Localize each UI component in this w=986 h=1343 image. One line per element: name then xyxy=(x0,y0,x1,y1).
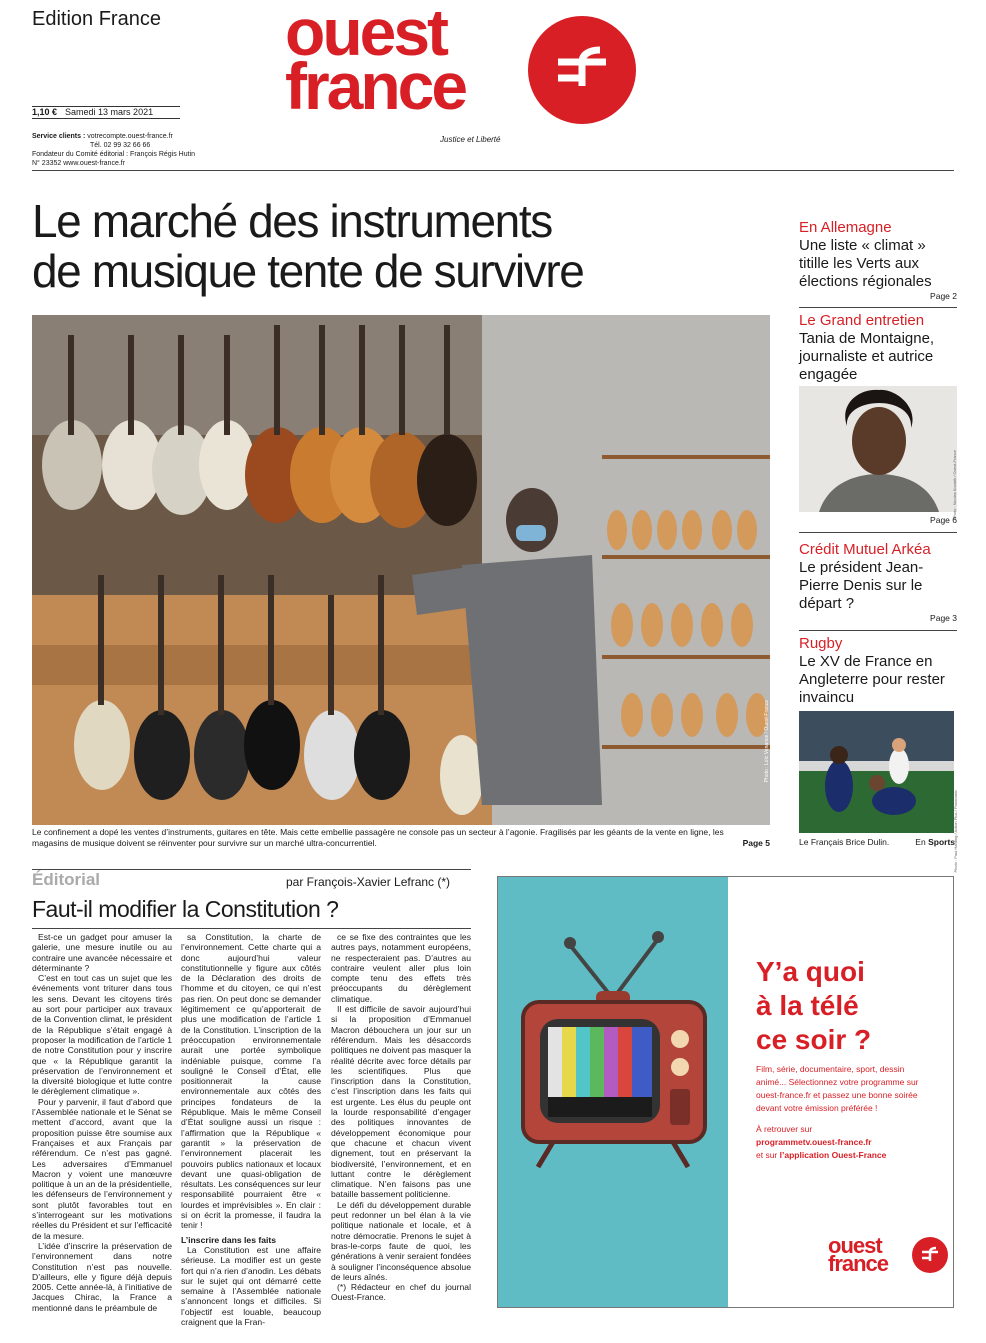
paragraph: ce se fixe des contraintes que les autres pays, notamment européens, ne respecteraient pas. D’autres au contraire veulent aller plus loin compte tenu des effets très préoccupants du dérèglement climatique. xyxy=(331,932,471,1004)
rugby-caption xyxy=(799,837,957,847)
tv-program-ad[interactable] xyxy=(497,876,954,1308)
rugby-caption-text: Le Français Brice Dulin. xyxy=(799,837,890,847)
teaser-title: Une liste « climat » titille les Verts aux élections régionales xyxy=(799,237,932,290)
editorial-author: par François-Xavier Lefranc (*) xyxy=(286,875,451,889)
ouest-france-logo[interactable] xyxy=(285,0,545,123)
masthead-info xyxy=(32,132,252,168)
main-headline[interactable] xyxy=(32,196,752,296)
motto: Justice et Liberté xyxy=(440,135,501,144)
headline-line-1: Le marché des instruments xyxy=(32,195,552,247)
teaser-kicker: Rugby xyxy=(799,635,843,652)
caption-page-ref[interactable]: Page 5 xyxy=(742,838,770,848)
logo-word-ouest: ouest xyxy=(285,0,447,69)
teaser-page[interactable]: Page 6 xyxy=(930,515,957,525)
teaser-arkea[interactable] xyxy=(799,541,957,623)
teaser-title: Tania de Montaigne, journaliste et autrice engagée xyxy=(799,330,935,383)
teaser-page[interactable]: Page 2 xyxy=(930,291,957,301)
edition-label: Edition France xyxy=(32,8,161,30)
portrait-credit: Photo : Nicolas Kovarik / Ouest-France xyxy=(952,450,957,520)
ad-link-app[interactable]: et sur l’application Ouest-France xyxy=(756,1150,887,1160)
footnote: (*) Rédacteur en chef du journal Ouest-France. xyxy=(331,1282,471,1303)
photo-credit: Photo : Loïc Venance / Ouest-France xyxy=(764,700,770,783)
paragraph: C’est en tout cas un sujet que les événements vont triturer dans tous les sens. Devant les citoyens tirés au sort pour participer aux travaux de la Convention climat, le président de la République s’était engagé à proposer la modification de l’article 1 de notre Constitution pour y inscrire que « la République garantit la préservation de l’environnement et la diversité biologique et lutte contre le dérèglement climatique ». xyxy=(32,973,172,1097)
paragraph: La Constitution est une affaire sérieuse. La modifier est un geste fort qui n’a rien d’anodin. Les débats sur le sujet qui ont démarré cette semaine à l’Assemblée nationale s’annoncent longs et difficiles. Si l’objectif est louable, beaucoup craignent que la Fran- xyxy=(181,1244,321,1327)
editorial-title[interactable]: Faut-il modifier la Constitution ? xyxy=(32,896,339,922)
ad-headline: Y’a quoi à la télé ce soir ? xyxy=(756,956,872,1055)
rugby-section-ref[interactable]: En Sports xyxy=(915,837,955,847)
teaser-kicker: Crédit Mutuel Arkéa xyxy=(799,541,931,558)
paragraph: Le défi du développement durable peut redonner un bel élan à la vie politique nationale et locale, et à notre démocratie. Prenons le sujet à bras-le-corps faute de quoi, les générations à venir seraient fondées à souligner l’inconséquence absolue de leurs aînés. xyxy=(331,1199,471,1282)
paragraph: sa Constitution, la charte de l’environnement. Cette charte qui a donc aujourd’hui valeur constitutionnelle y figure aux côtés de la Déclaration des droits de l’homme et du citoyen, ce qui n’est pas rien. On peut donc se demander légitimement ce qu’apporterait de plus une modification de l’article 1 de la Constitution. L’inscription de la préoccupation environnementale aurait une portée symbolique indéniable puisque, comme l’a souligné le Conseil d’État, elle positionnerait la cause environnementale aux côtés des principes fondateurs de la République. Mais le même Conseil d’État souligne aussi un risque : l’affirmation que la République « garantit » la préservation de l’environnement placerait les pouvoirs publics nationaux et locaux devant une quasi-obligation de résultats. Les conséquences sur leur responsabilité pourraient être « lourdes et imprévisibles ». En clair : si on écrit la promesse, il faudra la tenir ! xyxy=(181,932,321,1231)
paragraph: Il est difficile de savoir aujourd’hui si la proposition d’Emmanuel Macron débouchera un jour sur un référendum. Mais les désaccords politiques ne doivent pas masquer la réalité décrite avec force détails par les scientifiques. Plus que l’inscription dans la Constitution, c’est l’inscription dans les faits qui est urgente. Les élus du peuple ont la lourde responsabilité d’engager des politiques innovantes de développement économique pour que chacune et chacun vivent dignement, tout en préservant la biodiversité, l’environnement, et en luttant contre le dérèglement climatique. N’en faisons pas une bataille bassement politicienne. xyxy=(331,1004,471,1200)
teaser-kicker: En Allemagne xyxy=(799,219,892,236)
teaser-rugby[interactable] xyxy=(799,635,957,707)
issue-date: Samedi 13 mars 2021 xyxy=(65,107,154,117)
sidebar-divider xyxy=(799,532,957,533)
editorial-column-2 xyxy=(181,932,321,1327)
ad-find-label: À retrouver sur xyxy=(756,1124,813,1134)
caption-text: Le confinement a dopé les ventes d’instruments, guitares en tête. Mais cette embellie passagère ne console pas un secteur à l’agonie. Fragilisés par les géants de la vente en ligne, les magasins de musique doivent se réinventer pour survivre sur un marché ultra-concurrentiel. xyxy=(32,827,724,848)
teaser-page[interactable]: Page 3 xyxy=(930,613,957,623)
rugby-credit: Photo : Paul Harding / Action Plus / Panoramic xyxy=(953,790,958,873)
subheading: L’inscrire dans les faits xyxy=(181,1234,277,1245)
service-phone: Tél. 02 99 32 66 66 xyxy=(90,142,151,149)
price-date-row xyxy=(32,106,180,119)
price: 1,10 € xyxy=(32,107,58,117)
photo-caption xyxy=(32,827,770,849)
editorial-column-3 xyxy=(331,932,471,1303)
founder: Fondateur du Comité éditorial : François Régis Hutin xyxy=(32,151,196,158)
editorial-title-rule xyxy=(32,928,471,929)
masthead-divider xyxy=(32,170,954,171)
teaser-germany[interactable] xyxy=(799,219,957,301)
service-label: Service clients : xyxy=(32,133,86,140)
teaser-title: Le président Jean-Pierre Denis sur le départ ? xyxy=(799,559,924,612)
tania-portrait-photo[interactable] xyxy=(799,386,957,512)
logo-word-france: france xyxy=(285,49,466,123)
editorial-column-1 xyxy=(32,932,172,1313)
logo-emblem-icon xyxy=(528,16,636,124)
paragraph: Pour y parvenir, il faut d’abord que l’Assemblée nationale et le Sénat se mettent d’accord, avant que la proposition puisse être soumise aux Françaises et aux Français par référendum. Ce n’est pas gagné. Les adversaires d’Emmanuel Macron y voient une manœuvre politique à un an de la présidentielle, les défenseurs de l’environnement y sont plutôt favorables tout en s’interrogeant sur les motivations réelles du Président et sur l’efficacité de la mesure. xyxy=(32,1096,172,1241)
teaser-kicker: Le Grand entretien xyxy=(799,312,925,329)
service-site[interactable]: votrecompte.ouest-france.fr xyxy=(87,133,173,140)
headline-line-2: de musique tente de survivre xyxy=(32,245,584,297)
ad-tv-panel xyxy=(498,877,728,1307)
editorial-label: Éditorial xyxy=(32,870,101,889)
rugby-photo[interactable] xyxy=(799,711,954,833)
retro-tv-icon xyxy=(498,877,728,1307)
sidebar-divider xyxy=(799,630,957,631)
ad-logo-emblem-icon xyxy=(912,1237,948,1273)
teaser-title: Le XV de France en Angleterre pour rester invaincu xyxy=(799,653,945,706)
teaser-interview[interactable] xyxy=(799,312,957,384)
ad-ouest-france-logo[interactable]: ouest france xyxy=(828,1237,888,1273)
guitar-shop-photo[interactable] xyxy=(32,315,770,825)
ad-description: Film, série, documentaire, sport, dessin animé... Sélectionnez votre programme sur ouest-france.fr et passez une bonne soirée devant votre émission préférée ! xyxy=(756,1064,919,1113)
ad-link-website[interactable]: programmetv.ouest-france.fr xyxy=(756,1137,872,1147)
ad-body xyxy=(756,1063,936,1162)
paragraph: L’idée d’inscrire la préservation de l’environnement dans notre Constitution n’est pas nouvelle. D’ailleurs, elle y figure déjà depuis 2005. Cette année-là, à l’initiative de Jacques Chirac, la France a mentionné dans le préambule de xyxy=(32,1240,172,1313)
sidebar-divider xyxy=(799,307,957,308)
paragraph: Est-ce un gadget pour amuser la galerie, une mesure inutile ou au contraire une avancée nécessaire et déterminante ? xyxy=(32,932,172,973)
issue-number[interactable]: N° 23352 www.ouest-france.fr xyxy=(32,160,126,167)
